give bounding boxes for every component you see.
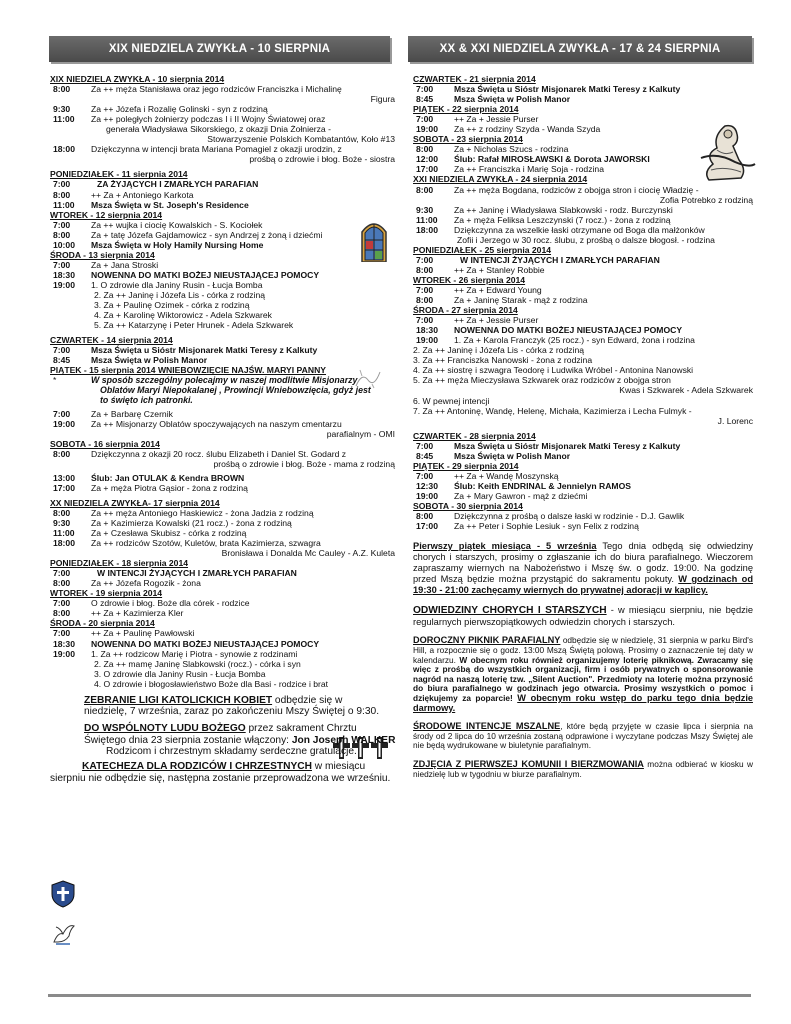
mass-time: 8:00 — [53, 578, 71, 589]
mass-intention: Za ++ z rodziny Szyda - Wanda Szyda — [454, 124, 601, 135]
day-heading: WTOREK - 26 sierpnia 2014 — [413, 274, 526, 285]
notice-title: ZEBRANIE LIGI KATOLICKICH KOBIET — [84, 694, 273, 706]
mass-time: 7:00 — [53, 568, 71, 579]
notice-title: KATECHEZA DLA RODZICÓW I CHRZESTNYCH — [82, 761, 312, 773]
mass-time: 7:00 — [416, 114, 434, 125]
mass-intention: Za ++ Franciszka i Marię Soja - rodzina — [454, 164, 604, 175]
feast-note: to święto ich patronki. — [100, 395, 193, 406]
mass-time: 8:45 — [53, 355, 71, 366]
mass-intention: 3. Za + Paulinę Ozimek - córka z rodziną — [94, 300, 250, 311]
mass-intention: 1. Za + Karola Franczyk (25 rocz.) - syn Edward, żona i rodzina — [454, 335, 695, 346]
mass-intention: Za + tatę Józefa Gajdamowicz - syn Andrzej z żoną i dziećmi — [91, 229, 323, 240]
mass-intention: Ślub: Jan OTULAK & Kendra BROWN — [91, 472, 245, 483]
mass-intention: Ślub: Keith ENDRINAL & Jennielyn RAMOS — [454, 480, 631, 491]
mass-time: 7:00 — [53, 259, 71, 270]
mass-intention: Dziękczynna z prośbą o dalsze łaski w rodzinie - D.J. Gawlik — [454, 511, 685, 522]
mass-intention: Dziękczynna w intencji brata Mariana Pomagiel z okazji urodzin, z — [91, 144, 342, 155]
notice-title: DO WSPÓLNOTY LUDU BOŻEGO — [84, 723, 246, 735]
mass-intention: Msza Święta w Polish Manor — [454, 94, 571, 105]
mass-intention: 3. Za ++ Franciszka Nanowski - żona z rodzina — [413, 355, 593, 366]
feast-note: W sposób szczególny polecajmy w naszej modlitwie Misjonarzy — [91, 375, 358, 386]
mass-time: 8:00 — [53, 608, 71, 619]
feast-note: Oblatów Maryi Niepokalanej , Prowincji Wniebowzięcia, gdyż jest — [100, 385, 371, 396]
mass-time: 18:30 — [53, 269, 75, 280]
mass-intention: O zdrowie i błog. Boże dla córek - rodzice — [91, 598, 250, 609]
mass-intention: NOWENNA DO MATKI BOŻEJ NIEUSTAJĄCEJ POMOCY — [91, 638, 320, 649]
day-heading: SOBOTA - 30 sierpnia 2014 — [413, 500, 523, 511]
mass-time: 11:00 — [53, 114, 75, 125]
mass-intention: 1. Za ++ rodzicow Marię i Piotra - synowie z rodzinami — [91, 648, 298, 659]
notice-text: Tego dnia odbędą się odwiedziny chorych i starszych, prosimy o zgłaszanie ich do biura parafialnego. Wieczorem zapraszamy wiernych na Nabożeństwo i Mszę św. o godz. 19:00. Na godzinę przed Mszą będzie można przystąpić do sakramentu pokuty. — [413, 541, 754, 584]
mass-intention: NOWENNA DO MATKI BOŻEJ NIEUSTAJĄCEJ POMOCY — [91, 269, 320, 280]
mass-intention: Msza Święta w St. Joseph's Residence — [91, 199, 249, 210]
mass-time: 11:00 — [416, 214, 438, 225]
mass-intention: ZA ŻYJĄCYCH I ZMARŁYCH PARAFIAN — [97, 179, 259, 190]
mass-time: 18:30 — [416, 325, 438, 336]
mass-intention: Dziękczynna z okazji 20 rocz. ślubu Elizabeth i Daniel St. Godard z — [91, 448, 347, 459]
mass-intention-cont: prośbą o zdrowie i błog. Boże - siostra — [249, 154, 395, 165]
notice-text: odbędzie się w niedzielę, 31 sierpnia w parku Bird's Hill, a rozpocznie się o godz. 13:00 Mszą Świętą polową. Prosimy o zaznaczenie tej daty w kalendarzu. — [413, 635, 753, 665]
mass-time: 8:00 — [53, 229, 71, 240]
mass-intention: NOWENNA DO MATKI BOŻEJ NIEUSTAJĄCEJ POMOCY — [454, 325, 683, 336]
star-bullet: * — [53, 375, 57, 386]
mass-intention: Msza Święta w Polish Manor — [454, 450, 571, 461]
mass-time: 8:00 — [416, 264, 434, 275]
day-heading: WTOREK - 12 sierpnia 2014 — [50, 209, 163, 220]
mass-time: 8:00 — [53, 84, 71, 95]
mass-intention-cont: Stowarzyszenie Polskich Kombatantów, Koło #13 — [207, 134, 395, 145]
mass-time: 10:00 — [53, 239, 75, 250]
day-heading: CZWARTEK - 14 sierpnia 2014 — [50, 335, 173, 346]
mass-intention: Za + Mary Gawron - mąż z dziećmi — [454, 490, 588, 501]
mass-intention: 3. O zdrowie dla Janiny Rusin - Łucja Bomba — [94, 668, 266, 679]
mass-intention: W INTENCJI ŻYJĄCYCH I ZMARŁYCH PARAFIAN — [97, 568, 297, 579]
mass-intention: Za + Jana Stroski — [91, 259, 159, 270]
first-friday-notice — [413, 541, 753, 596]
mass-time: 7:00 — [53, 408, 71, 419]
sick-visits-notice — [413, 605, 753, 628]
mass-time: 7:00 — [416, 470, 434, 481]
mass-intention: 7. Za ++ Antoninę, Wandę, Helenę, Michała, Kazimierza i Lecha Fulmyk - — [413, 405, 692, 416]
mass-time: 17:00 — [416, 521, 438, 532]
mass-intention: Za ++ Józefa i Rozalię Golinski - syn z rodziną — [91, 104, 268, 115]
mass-intention: ++ Za + Jessie Purser — [454, 315, 539, 326]
mass-intention: Za ++ Janinę i Władysława Slabkowski - rodz. Burczynski — [454, 204, 673, 215]
notice-title: DOROCZNY PIKNIK PARAFIALNY — [413, 635, 561, 646]
mass-intention: 4. Za + Karolinę Wiktorowicz - Adela Szkwarek — [94, 310, 272, 321]
mass-intention: 5. Za ++ Katarzynę i Peter Hrunek - Adela Szkwarek — [94, 320, 294, 331]
mass-intention: Za + Nicholas Szucs - rodzina — [454, 144, 569, 155]
notice-highlight: W obecnym roku wstęp do parku tego dnia będzie darmowy. — [413, 693, 753, 713]
mass-intention-cont: Zofii i Jerzego w 30 rocz. ślubu, z prośbą o dalsze błogosł. - rodzina — [457, 234, 715, 245]
notice-text: odbędzie się w — [272, 694, 343, 706]
notice-text: przez sakrament Chrztu — [245, 723, 357, 735]
mass-time: 7:00 — [53, 179, 71, 190]
mass-intention: Msza Święta w Polish Manor — [91, 355, 208, 366]
mass-intention-cont: Figura — [370, 94, 395, 105]
mass-time: 12:00 — [416, 154, 438, 165]
day-heading: PONIEDZIAŁEK - 25 sierpnia 2014 — [413, 244, 552, 255]
mass-time: 8:00 — [416, 295, 434, 306]
day-heading: XX NIEDZIELA ZWYKŁA- 17 sierpnia 2014 — [50, 497, 220, 508]
notice-highlight: W obecnym roku również organizujemy loterię piknikową. Zwracamy się więc z prośbą do wszystkich organizacji, firm i osób prywatnych o sponsorowanie nagród na naszą loterię tzw. „Silent Auction". Przedmioty na loterię można przynosić do biura parafialnego w godzinach jego otwarcia. Prosimy wszystkich o pomoc i dziękujemy za poparcie! — [413, 654, 754, 704]
notice-text: Świętego dnia 23 sierpnia zostanie włączony: — [84, 734, 292, 746]
mass-time: 13:00 — [53, 472, 75, 483]
mass-intention: Za + Barbarę Czernik — [91, 408, 173, 419]
notice-text: niedzielę, 7 września, zaraz po zakończeniu Mszy Świętej o 9:30. — [84, 706, 380, 718]
mass-intention: Za ++ Józefa Rogozik - żona — [91, 578, 201, 589]
header-right-text: XX & XXI NIEDZIELA ZWYKŁA - 17 & 24 SIERPNIA — [439, 43, 721, 55]
mass-time: 8:00 — [416, 144, 434, 155]
mass-time: 19:00 — [53, 648, 75, 659]
notice-highlight: W godzinach od 19:30 - 21:00 zachęcamy wiernych do prywatnej adoracji w kaplicy. — [413, 573, 753, 595]
day-heading: SOBOTA - 16 sierpnia 2014 — [50, 438, 160, 449]
mass-intention: 1. O zdrowie dla Janiny Rusin - Łucja Bomba — [91, 279, 263, 290]
mass-intention-cont: prośbą o zdrowie i błog. Boże - mama z rodziną — [213, 458, 395, 469]
catechesis-notice — [50, 761, 395, 772]
mass-intention: 6. W pewnej intencji — [413, 395, 490, 406]
mass-intention: ++ Za + Jessie Purser — [454, 114, 539, 125]
mass-intention: ++ Za + Kazimierza Kler — [91, 608, 184, 619]
notice-text: w miesiącu — [311, 761, 366, 773]
mass-intention: ++ Za + Paulinę Pawłowski — [91, 628, 195, 639]
mass-time: 7:00 — [416, 284, 434, 295]
mass-intention: Msza Święta w Holy Hamily Nursing Home — [91, 239, 264, 250]
mass-time: 17:00 — [416, 164, 438, 175]
mass-intention: ++ Za + Edward Young — [454, 284, 542, 295]
mass-time: 7:00 — [53, 598, 71, 609]
day-heading: XIX NIEDZIELA ZWYKŁA - 10 sierpnia 2014 — [50, 74, 225, 84]
mass-time: 8:00 — [416, 184, 434, 195]
day-heading: ŚRODA - 13 sierpnia 2014 — [50, 249, 155, 260]
baptized-name: Jon Joseph WALKER — [291, 734, 396, 746]
day-heading: ŚRODA - 27 sierpnia 2014 — [413, 305, 518, 316]
day-heading: CZWARTEK - 28 sierpnia 2014 — [413, 430, 536, 441]
mass-time: 19:00 — [416, 124, 438, 135]
notice-text: można odbierać w kiosku w niedzielę lub w tygodniu w biurze parafialnym. — [413, 758, 753, 779]
mass-time: 18:00 — [53, 144, 75, 155]
mass-time: 18:00 — [53, 538, 75, 549]
day-heading: ŚRODA - 20 sierpnia 2014 — [50, 618, 155, 629]
kk-notice — [50, 695, 395, 706]
mass-intention: 2. Za ++ Janinę i Józefa Lis - córka z rodziną — [94, 289, 266, 300]
mass-time: 19:00 — [53, 418, 75, 429]
mass-time: 9:30 — [53, 104, 71, 115]
mass-intention: Za + męża Piotra Gąsior - żona z rodziną — [91, 482, 248, 493]
mass-intention-cont: Bronisława i Donalda Mc Cauley - A.Z. Kuleta — [221, 548, 395, 559]
mass-intention: ++ Za + Stanley Robbie — [454, 264, 545, 275]
mass-intention: Za ++ męża Stanisława oraz jego rodziców Franciszka i Michalinę — [91, 84, 342, 95]
picnic-notice — [413, 636, 753, 713]
mass-intention: Za + Czesława Skubisz - córka z rodziną — [91, 528, 247, 539]
mass-intention: Za + Kazimierza Kowalski (21 rocz.) - żona z rodziną — [91, 517, 292, 528]
mass-intention: Za + męża Feliksa Leszczynski (7 rocz.) - żona z rodziną — [454, 214, 671, 225]
mass-intention-cont: Kwas i Szkwarek - Adela Szkwarek — [619, 385, 753, 396]
mass-time: 9:30 — [416, 204, 434, 215]
notice-title: ŚRODOWE INTENCJE MSZALNE — [413, 721, 561, 732]
notice-text: , które będą przyjęte w czasie lipca i sierpnia na środy od 2 lipca do 10 września zostaną odprawione i wyczytane podczas Mszy Świętej ale nie będą wydrukowane w biuletynie parafialnym. — [413, 721, 753, 751]
mass-intention: Msza Święta u Sióstr Misjonarek Matki Teresy z Kalkuty — [454, 440, 681, 451]
mass-time: 8:00 — [53, 189, 71, 200]
mass-intention: Ślub: Rafał MIROSŁAWSKI & Dorota JAWORSKI — [454, 154, 650, 165]
baptism-notice — [50, 723, 395, 734]
mass-intention: Za + Janinę Starak - mąż z rodzina — [454, 295, 588, 306]
mass-intention: 4. Za ++ siostrę i szwagra Teodorę i Ludwika Wróbel - Antonina Nanowski — [413, 365, 694, 376]
mass-time: 7:00 — [416, 315, 434, 326]
day-heading: PIĄTEK - 29 sierpnia 2014 — [413, 460, 519, 471]
mass-intention: Msza Święta u Sióstr Misjonarek Matki Teresy z Kalkuty — [91, 345, 318, 356]
mass-time: 7:00 — [416, 440, 434, 451]
mass-intention: 2. Za ++ mamę Janinę Slabkowski (rocz.) - córka i syn — [94, 658, 301, 669]
photos-notice — [413, 760, 753, 779]
day-heading: PIĄTEK - 22 sierpnia 2014 — [413, 104, 519, 115]
mass-time: 19:00 — [416, 490, 438, 501]
day-heading: PONIEDZIAŁEK - 11 sierpnia 2014 — [50, 169, 188, 180]
mass-time: 7:00 — [53, 219, 71, 230]
mass-intention: Za ++ Peter i Sophie Lesiuk - syn Felix z rodziną — [454, 521, 639, 532]
notice-title: Pierwszy piątek miesiąca - 5 września — [413, 541, 597, 552]
mass-time: 17:00 — [53, 482, 75, 493]
league-seal-icon — [50, 880, 76, 908]
baptism-dove-icon — [50, 920, 76, 948]
mass-intention: 2. Za ++ Janinę i Józefa Lis - córka z rodziną — [413, 345, 585, 356]
day-heading: PONIEDZIAŁEK - 18 sierpnia 2014 — [50, 558, 189, 569]
mass-intention: ++ Za + Wandę Moszynską — [454, 470, 559, 481]
mass-time: 8:45 — [416, 450, 434, 461]
day-heading: PIĄTEK - 15 sierpnia 2014 WNIEBOWZIĘCIE NAJŚW. MARYI PANNY — [50, 365, 327, 376]
mass-time: 18:30 — [53, 638, 75, 649]
mass-intention: ++ Za + Antoniego Karkota — [91, 189, 194, 200]
mass-time: 9:30 — [53, 517, 71, 528]
mass-intention: Za ++ Misjonarzy Oblatów spoczywających na naszym cmentarzu — [91, 418, 342, 429]
day-heading: XXI NIEDZIELA ZWYKŁA - 24 sierpnia 2014 — [413, 174, 588, 185]
mass-time: 7:00 — [53, 345, 71, 356]
mass-time: 19:00 — [53, 279, 75, 290]
mass-time: 7:00 — [416, 84, 434, 95]
header-left-text: XIX NIEDZIELA ZWYKŁA - 10 SIERPNIA — [108, 43, 331, 55]
day-heading: CZWARTEK - 21 sierpnia 2014 — [413, 74, 536, 84]
mass-time: 11:00 — [53, 199, 75, 210]
right-column — [413, 74, 753, 779]
mass-intention: Za ++ męża Antoniego Haskiewicz - żona Jadzia z rodziną — [91, 507, 314, 518]
mass-time: 7:00 — [416, 254, 434, 265]
mass-time: 7:00 — [53, 628, 71, 639]
mass-time: 8:00 — [416, 511, 434, 522]
mass-intention: 4. O zdrowie i błogosławieństwo Boże dla Basi - rodzice i brat — [94, 678, 329, 689]
header-left — [49, 36, 390, 62]
mass-intention-cont: parafialnym - OMI — [326, 428, 395, 439]
bottom-rule — [48, 994, 751, 997]
mass-time: 11:00 — [53, 528, 75, 539]
mass-intention: 5. Za ++ męża Mieczysława Szkwarek oraz rodziców z obojga stron — [413, 375, 671, 386]
mass-time: 8:00 — [53, 448, 71, 459]
mass-time: 19:00 — [416, 335, 438, 346]
mass-intention-cont: Zofia Potrebko z rodziną — [659, 194, 753, 205]
wednesday-intentions-notice — [413, 722, 753, 751]
mass-time: 18:00 — [416, 224, 438, 235]
mass-intention: Za ++ męża Bogdana, rodziców z obojga stron i ciocię Władzię - — [454, 184, 699, 195]
day-heading: SOBOTA - 23 sierpnia 2014 — [413, 134, 523, 145]
day-heading: WTOREK - 19 sierpnia 2014 — [50, 588, 163, 599]
mass-intention-cont: J. Lorenc — [717, 415, 753, 426]
left-column — [50, 74, 395, 784]
mass-intention: Za ++ rodziców Szotów, Kuletów, brata Kazimierza, szwagra — [91, 538, 321, 549]
mass-time: 8:45 — [416, 94, 434, 105]
mass-intention: Za ++ poległych żołnierzy podczas I i II Wojny Światowej oraz — [91, 114, 326, 125]
mass-intention-cont: generała Władysława Sikorskiego, z okazji Dnia Żołnierza - — [106, 124, 331, 135]
mass-time: 12:30 — [416, 480, 438, 491]
notice-text: sierpniu nie odbędzie się, następna zostanie przeprowadzona we wrześniu. — [50, 772, 391, 784]
mass-time: 8:00 — [53, 507, 71, 518]
notice-title: ZDJĘCIA Z PIERWSZEJ KOMUNII I BIERZMOWANIA — [413, 758, 644, 769]
mass-intention: Za ++ wujka i ciocię Kowalskich - S. Kociołek — [91, 219, 263, 230]
notice-text: - w miesiącu sierpniu, nie będzie regularnych pierwszopiątkowych odwiedzin chorych i starszych. — [413, 604, 753, 627]
mass-intention: W INTENCJI ŻYJĄCYCH I ZMARŁYCH PARAFIAN — [460, 254, 660, 265]
notice-text: Rodzicom i chrzestnym składamy serdeczne gratulacje. — [106, 745, 357, 757]
mass-intention: Msza Święta u Sióstr Misjonarek Matki Teresy z Kalkuty — [454, 84, 681, 95]
header-right — [408, 36, 752, 62]
mass-intention: Dziękczynna za wszelkie łaski otrzymane od Boga dla małżonków — [454, 224, 705, 235]
notice-title: ODWIEDZINY CHORYCH I STARSZYCH — [413, 604, 607, 616]
